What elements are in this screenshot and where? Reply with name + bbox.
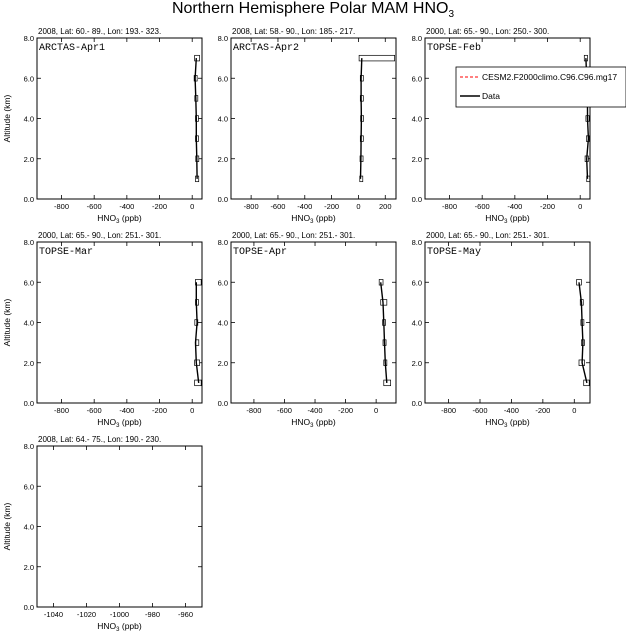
y-tick-label: 8.0 xyxy=(411,238,422,247)
panel-header: 2000, Lat: 65.- 90., Lon: 251.- 301. xyxy=(426,231,550,240)
y-tick-label: 2.0 xyxy=(217,358,228,368)
x-tick-label: -800 xyxy=(53,202,70,211)
x-tick-label: -800 xyxy=(243,202,259,211)
panel-1 xyxy=(2,27,202,225)
x-axis-label: $HNO_3$ (ppb) xyxy=(97,417,142,429)
y-tick-label: 2.0 xyxy=(411,154,422,164)
panel-3 xyxy=(412,27,590,225)
x-axis-label: $HNO_3$ (ppb) xyxy=(485,417,530,429)
y-axis-label: Altitude (km) xyxy=(2,298,12,347)
data-series-line xyxy=(381,282,387,383)
x-tick-label: -600 xyxy=(474,202,490,211)
x-tick-label: -400 xyxy=(119,202,135,211)
plot-frame xyxy=(425,242,590,403)
x-tick-label: -800 xyxy=(441,202,458,211)
x-tick-label: 0 xyxy=(190,202,195,211)
x-tick-label: -400 xyxy=(507,202,523,211)
x-tick-label: -400 xyxy=(119,406,135,415)
y-tick-label: 0.0 xyxy=(23,399,34,408)
y-tick-label: 8.0 xyxy=(217,34,228,43)
x-tick-label: -200 xyxy=(152,202,168,211)
x-axis-label: $HNO_3$ (ppb) xyxy=(291,417,336,429)
x-tick-label: -800 xyxy=(246,406,262,415)
y-tick-label: 4.0 xyxy=(411,318,422,328)
y-axis-label: Altitude (km) xyxy=(2,94,12,143)
x-tick-label: -600 xyxy=(472,406,488,415)
x-tick-label: -1020 xyxy=(76,610,97,619)
y-tick-label: 8.0 xyxy=(23,442,34,451)
y-tick-label: 2.0 xyxy=(23,358,34,368)
panel-header: 2000, Lat: 65.- 90., Lon: 251.- 301. xyxy=(38,231,162,240)
data-series-line xyxy=(579,282,587,383)
data-box xyxy=(359,55,395,61)
x-axis-label: $HNO_3$ (ppb) xyxy=(291,213,336,225)
y-tick-label: 2.0 xyxy=(23,154,34,164)
panel-7 xyxy=(2,435,202,633)
data-series-line xyxy=(196,282,199,383)
x-tick-label: 0 xyxy=(578,202,583,211)
data-box xyxy=(195,55,200,61)
y-tick-label: 0.0 xyxy=(23,603,34,612)
panel-name: TOPSE-May xyxy=(427,247,482,258)
x-tick-label: 0 xyxy=(572,406,577,415)
panel-2 xyxy=(218,27,396,225)
figure-title-text: Northern Hemisphere Polar MAM HNO xyxy=(171,0,449,17)
y-tick-label: 0.0 xyxy=(217,399,228,408)
y-axis-label: Altitude (km) xyxy=(2,502,12,551)
y-tick-label: 4.0 xyxy=(217,318,228,328)
y-tick-label: 0.0 xyxy=(411,195,422,204)
y-tick-label: 6.0 xyxy=(411,278,422,288)
panel-6 xyxy=(412,231,590,429)
y-tick-label: 6.0 xyxy=(23,278,34,288)
y-tick-label: 4.0 xyxy=(23,522,34,532)
x-axis-label: $HNO_3$ (ppb) xyxy=(485,213,530,225)
x-tick-label: -200 xyxy=(535,406,551,415)
x-tick-label: 0 xyxy=(374,406,379,415)
x-tick-label: -400 xyxy=(297,202,313,211)
y-tick-label: 2.0 xyxy=(217,154,228,164)
y-tick-label: 6.0 xyxy=(23,482,34,492)
y-tick-label: 4.0 xyxy=(23,114,34,124)
figure-title-subscript: 3 xyxy=(448,9,455,21)
x-tick-label: -1000 xyxy=(109,610,130,619)
y-tick-label: 2.0 xyxy=(23,562,34,572)
x-tick-label: -800 xyxy=(441,406,457,415)
panel-header: 2000, Lat: 65.- 90., Lon: 251.- 301. xyxy=(232,231,356,240)
x-tick-label: 200 xyxy=(379,202,392,211)
panel-name: TOPSE-Mar xyxy=(39,247,94,258)
y-tick-label: 8.0 xyxy=(411,34,422,43)
plot-frame xyxy=(231,242,396,403)
y-tick-label: 8.0 xyxy=(23,238,34,247)
y-tick-label: 2.0 xyxy=(411,358,422,368)
y-tick-label: 0.0 xyxy=(23,195,34,204)
y-tick-label: 6.0 xyxy=(217,278,228,288)
x-tick-label: -400 xyxy=(307,406,323,415)
legend-label: Data xyxy=(482,91,500,101)
y-tick-label: 6.0 xyxy=(217,74,228,84)
panel-header: 2008, Lat: 60.- 89., Lon: 193.- 323. xyxy=(38,27,162,36)
x-tick-label: -200 xyxy=(324,202,340,211)
panel-name: ARCTAS-Apr1 xyxy=(39,43,106,54)
x-tick-label: -980 xyxy=(144,610,161,619)
plot-frame xyxy=(37,38,202,199)
panel-header: 2008, Lat: 64.- 75., Lon: 190.- 230. xyxy=(38,435,162,444)
x-axis-label: $HNO_3$ (ppb) xyxy=(97,213,142,225)
x-tick-label: -1040 xyxy=(43,610,64,619)
x-tick-label: 0 xyxy=(190,406,195,415)
panel-name: TOPSE-Feb xyxy=(427,43,482,54)
legend-label: CESM2.F2000climo.C96.C96.mg17 xyxy=(482,72,618,82)
x-tick-label: -600 xyxy=(86,406,102,415)
y-tick-label: 4.0 xyxy=(217,114,228,124)
panel-name: ARCTAS-Apr2 xyxy=(233,43,300,54)
x-tick-label: 0 xyxy=(356,202,361,211)
y-tick-label: 4.0 xyxy=(23,318,34,328)
x-tick-label: -200 xyxy=(540,202,556,211)
x-tick-label: -960 xyxy=(177,610,194,619)
x-axis-label: $HNO_3$ (ppb) xyxy=(97,621,142,633)
panel-header: 2000, Lat: 65.- 90., Lon: 250.- 300. xyxy=(426,27,550,36)
x-tick-label: -600 xyxy=(86,202,102,211)
y-tick-label: 4.0 xyxy=(411,114,422,124)
x-tick-label: -200 xyxy=(152,406,168,415)
plot-frame xyxy=(37,242,202,403)
x-tick-label: -200 xyxy=(338,406,354,415)
x-tick-label: -800 xyxy=(53,406,70,415)
x-tick-label: -400 xyxy=(503,406,519,415)
legend xyxy=(456,67,626,107)
data-box xyxy=(381,300,387,306)
plot-frame xyxy=(231,38,396,199)
y-tick-label: 6.0 xyxy=(411,74,422,84)
panel-4 xyxy=(2,231,202,429)
panel-name: TOPSE-Apr xyxy=(233,247,288,258)
plot-frame xyxy=(37,446,202,607)
y-tick-label: 6.0 xyxy=(23,74,34,84)
panel-5 xyxy=(218,231,396,429)
x-tick-label: -600 xyxy=(276,406,292,415)
y-tick-label: 0.0 xyxy=(411,399,422,408)
plot-frame xyxy=(425,38,590,199)
y-tick-label: 0.0 xyxy=(217,195,228,204)
x-tick-label: -600 xyxy=(270,202,286,211)
y-tick-label: 8.0 xyxy=(217,238,228,247)
y-tick-label: 8.0 xyxy=(23,34,34,43)
panel-header: 2008, Lat: 58.- 90., Lon: 185.- 217. xyxy=(232,27,356,36)
